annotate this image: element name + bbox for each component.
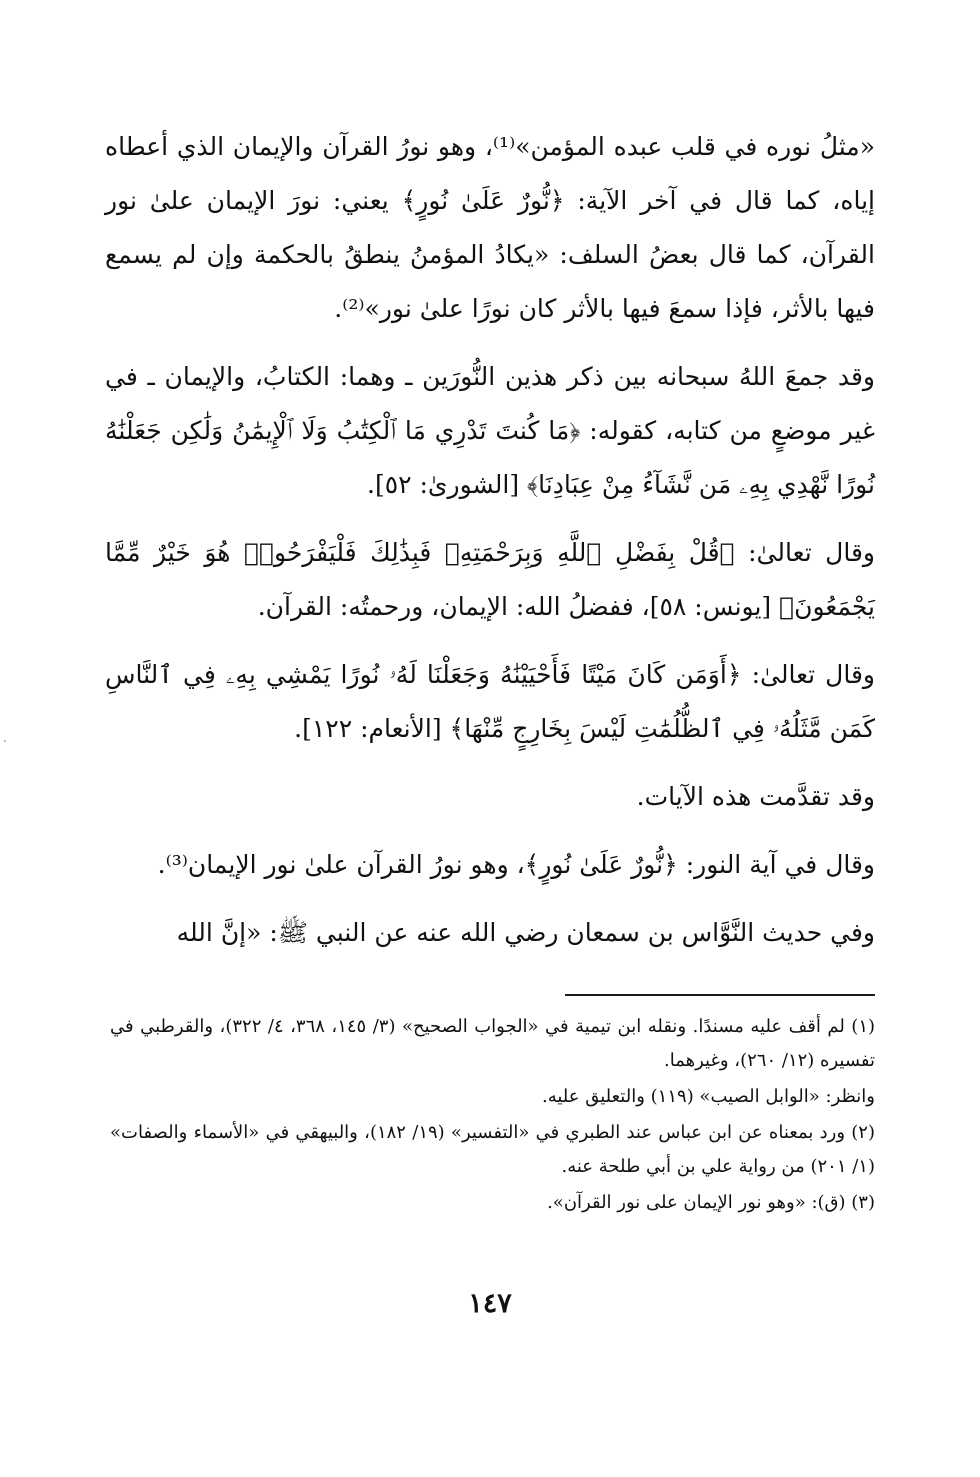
footnote-3: (٣) (ق): «وهو نور الإيمان على نور القرآن». [547,1192,875,1213]
paragraph-6: وقال في آية النور: ﴿نُّورٌ عَلَىٰ نُورٍ﴾، وهو نورُ القرآن علىٰ نور الإيمان⁽³⁾. [157,850,875,879]
paragraph-1: «مثلُ نوره في قلب عبده المؤمن»⁽¹⁾، وهو نورُ القرآن والإيمان الذي أعطاه إياه، كما قال في آخر الآية: ﴿نُّورٌ عَلَىٰ نُورٍ﴾ يعني: نورَ الإيمان علىٰ نور القرآن، كما قال بعضُ السلف: «يكادُ المؤمنُ ينطقُ بالحكمة وإن لم يسمع فيها بالأثر، فإذا سمعَ فيها بالأثر كان نورًا علىٰ نور»⁽²⁾. [105,132,875,323]
paragraph-5: وقد تقدَّمت هذه الآيات. [636,782,875,811]
page-number: ١٤٧ [468,1288,512,1319]
footnote-2: (٢) ورد بمعناه عن ابن عباس عند الطبري في «التفسير» (١٩/ ١٨٢)، والبيهقي في «الأسماء والصفات» (١/ ٢٠١) من رواية علي بن أبي طلحة عنه. [110,1122,875,1177]
paragraph-4: وقال تعالىٰ: ﴿أَوَمَن كَانَ مَيْتًا فَأَحْيَيْنَٰهُ وَجَعَلْنَا لَهُۥ نُورًا يَمْشِي بِهِۦ فِي ٱلنَّاسِ كَمَن مَّثَلُهُۥ فِي ٱلظُّلُمَٰتِ لَيْسَ بِخَارِجٍ مِّنْهَا﴾ [الأنعام: ١٢٢]. [105,660,875,743]
paragraph-7: وفي حديث النَّوَّاس بن سمعان رضي الله عنه عن النبي ﷺ: «إنَّ الله [176,918,875,947]
footnote-separator [565,994,875,996]
footnotes [110,1010,875,1220]
paragraph-3: وقال تعالىٰ: ﴿قُلْ بِفَضْلِ ٱللَّهِ وَبِرَحْمَتِهِۦ فَبِذَٰلِكَ فَلْيَفْرَحُوا۟ هُوَ خَيْرٌ مِّمَّا يَجْمَعُونَ﴾ [يونس: ٥٨]، ففضلُ الله: الإيمان، ورحمتُه: القرآن. [105,538,875,621]
footnote-1-continuation: وانظر: «الوابل الصيب» (١١٩) والتعليق عليه. [542,1086,875,1107]
footnote-1: (١) لم أقف عليه مسندًا. ونقله ابن تيمية في «الجواب الصحيح» (٣/ ١٤٥، ٣٦٨، ٤/ ٣٢٢)، والقرطبي في تفسيره (١٢/ ٢٦٠)، وغيرهما. [110,1016,876,1071]
main-text [105,120,875,960]
scan-speck [4,740,6,742]
paragraph-2: وقد جمعَ اللهُ سبحانه بين ذكر هذين النُّورَين ـ وهما: الكتابُ، والإيمان ـ في غير موضعٍ من كتابه، كقوله: ﴿مَا كُنتَ تَدْرِي مَا ٱلْكِتَٰبُ وَلَا ٱلْإِيمَٰنُ وَلَٰكِن جَعَلْنَٰهُ نُورًا نَّهْدِي بِهِۦ مَن نَّشَآءُ مِنْ عِبَادِنَا﴾ [الشورىٰ: ٥٢]. [105,362,875,499]
